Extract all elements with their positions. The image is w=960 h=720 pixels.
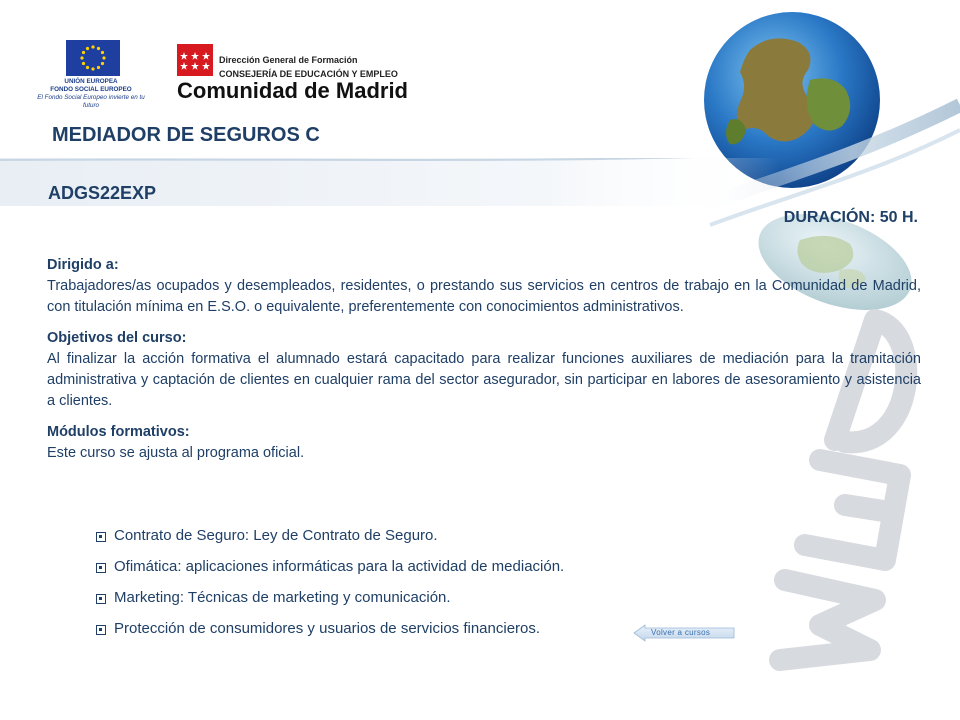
list-item [96,589,564,620]
cm-name: Comunidad de Madrid [177,78,408,103]
eu-logo-text [30,78,152,110]
section-dirigido [47,255,921,318]
section-heading: Módulos formativos: [47,424,190,440]
course-duration: DURACIÓN: 50 H. [783,209,918,226]
checkbox-bullet-icon [96,532,106,542]
module-label: Contrato de Seguro: Ley de Contrato de Seguro. [114,527,438,544]
list-item [96,527,564,558]
section-modulos [47,422,921,464]
section-heading: Dirigido a: [47,257,119,273]
section-text: Trabajadores/as ocupados y desempleados, residentes, o prestando sus servicios en centros de trabajo en la Comunidad de Madrid, con titulación mínima en E.S.O. o equivalente, preferentemente con conocimientos administrativos. [47,278,921,315]
checkbox-bullet-icon [96,625,106,635]
course-title: MEDIADOR DE SEGUROS C [52,124,320,146]
section-heading: Objetivos del curso: [47,330,187,346]
eu-line2: FONDO SOCIAL EUROPEO [50,86,132,93]
module-label: Protección de consumidores y usuarios de servicios financieros. [114,620,541,637]
module-label: Marketing: Técnicas de marketing y comunicación. [114,589,451,606]
module-label: Ofimática: aplicaciones informáticas para la actividad de mediación. [114,558,565,575]
course-code: ADGS22EXP [48,183,157,203]
section-text: Al finalizar la acción formativa el alumnado estará capacitado para realizar funciones auxiliares de mediación para la tramitación administrativa y captación de clientes en cualquier rama del sector asegurador, sin participar en labores de asesoramiento y asistencia a clientes. [47,351,921,409]
eu-line1: UNIÓN EUROPEA [64,78,118,85]
section-objetivos [47,328,921,412]
eu-flag-icon [66,40,120,76]
eu-tagline: El Fondo Social Europeo invierte en tu futuro [37,94,145,109]
section-text: Este curso se ajusta al programa oficial. [47,445,305,461]
cm-consejeria: CONSEJERÍA DE EDUCACIÓN Y EMPLEO [219,69,398,79]
back-to-courses-button[interactable] [633,624,735,642]
list-item [96,558,564,589]
checkbox-bullet-icon [96,563,106,573]
module-list [96,527,564,651]
checkbox-bullet-icon [96,594,106,604]
back-button-label: Volver a cursos [651,628,711,637]
eu-logo [30,38,180,108]
comunidad-madrid-logo [177,44,408,104]
course-description [47,255,921,474]
madrid-flag-icon [177,44,213,76]
cm-direccion: Dirección General de Formación [219,55,358,65]
list-item [96,620,564,651]
